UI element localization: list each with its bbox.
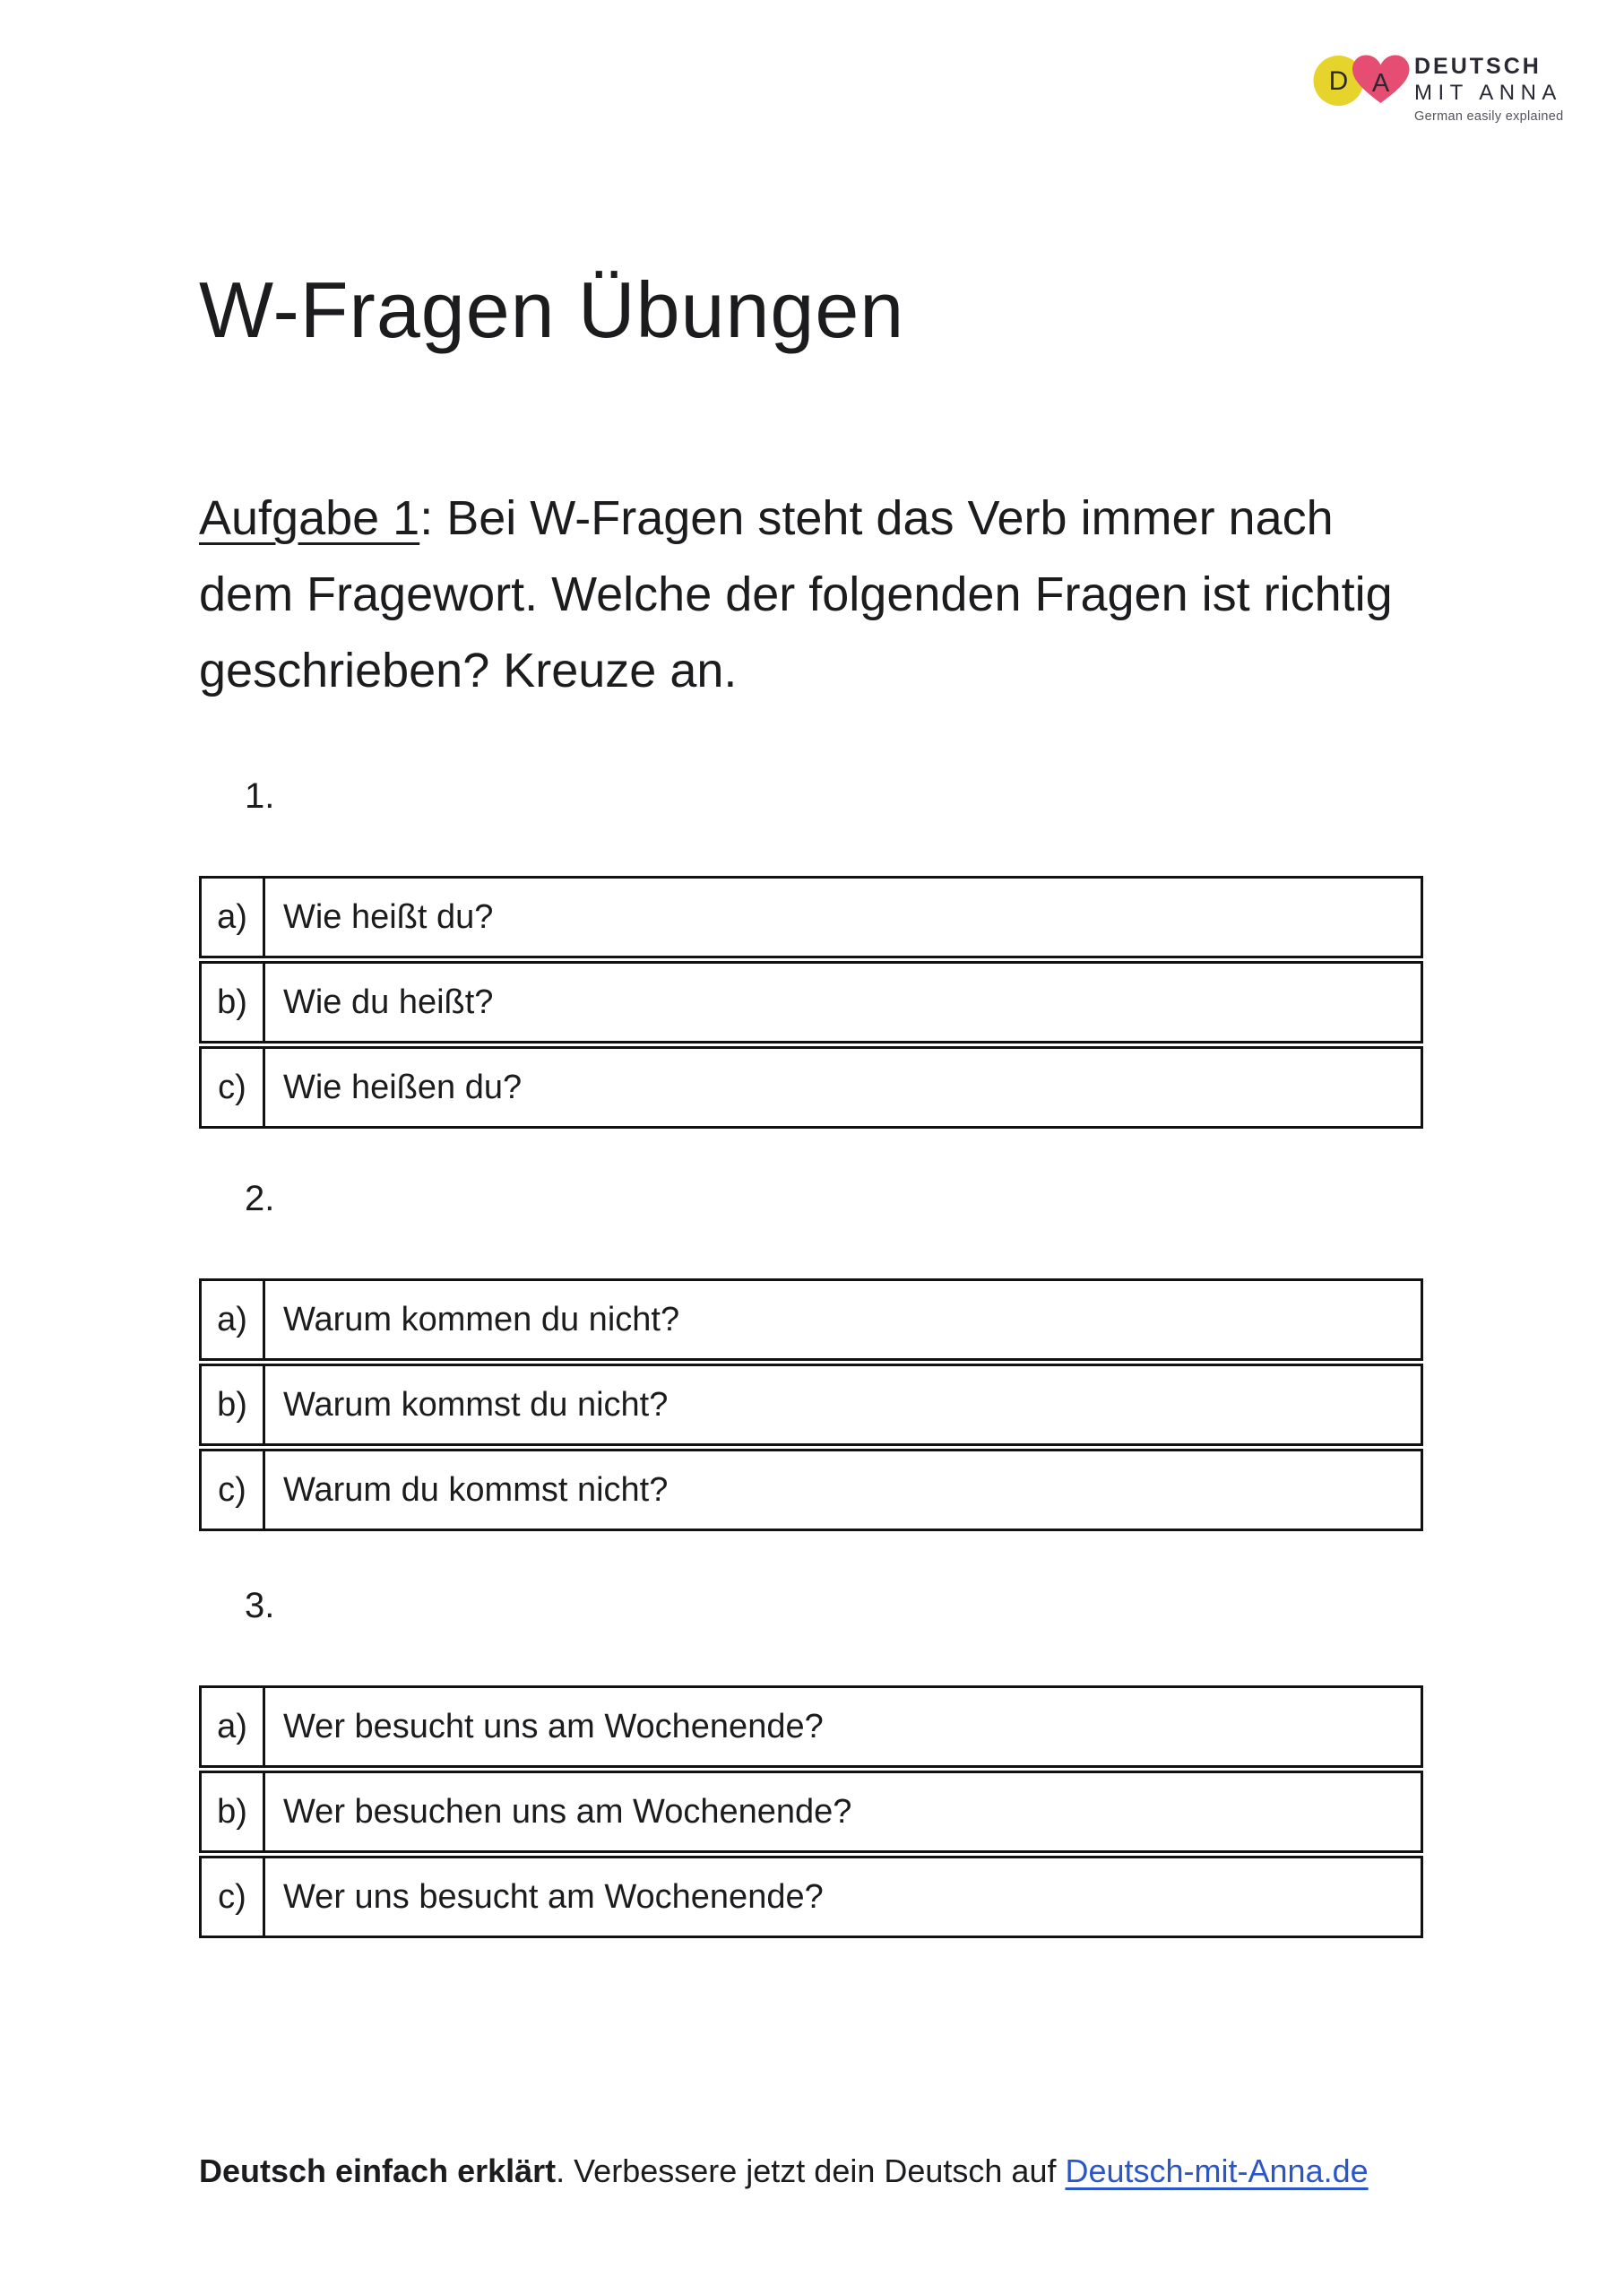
option-row (201, 1855, 1422, 1937)
option-row (201, 1363, 1422, 1448)
option-letter-cell: a) (201, 1687, 264, 1770)
option-row (201, 1280, 1422, 1363)
question-number-2: 2. (245, 1179, 275, 1218)
option-letter-cell: c) (201, 1448, 264, 1530)
footer-link[interactable]: Deutsch-mit-Anna.de (1065, 2152, 1369, 2189)
brand-wordmark (1414, 53, 1564, 126)
option-row (201, 878, 1422, 960)
logo-letter-d: D (1328, 66, 1349, 96)
brand-logo-icon (1313, 54, 1412, 106)
option-letter-cell: b) (201, 1770, 264, 1855)
task-line-2: dem Fragewort. Welche der folgenden Fragen ist richtig (199, 567, 1393, 621)
answer-table-1 (199, 876, 1423, 1129)
task-label: Aufgabe 1 (199, 491, 420, 545)
logo-letter-a: A (1371, 69, 1390, 98)
page-title: W-Fragen Übungen (199, 265, 905, 354)
option-text-cell: Warum kommen du nicht? (264, 1280, 1422, 1363)
brand-tagline: German easily explained (1414, 109, 1564, 124)
footer-bold-text: Deutsch einfach erklärt (199, 2152, 557, 2189)
brand-name-line1: DEUTSCH (1414, 54, 1542, 79)
option-text-cell: Wer besucht uns am Wochenende? (264, 1687, 1422, 1770)
option-text-cell: Wer uns besucht am Wochenende? (264, 1855, 1422, 1937)
option-letter-cell: a) (201, 1280, 264, 1363)
option-row (201, 960, 1422, 1045)
option-text-cell: Wer besuchen uns am Wochenende? (264, 1770, 1422, 1855)
option-row (201, 1045, 1422, 1128)
footer (199, 2150, 1369, 2193)
option-letter-cell: a) (201, 878, 264, 960)
option-row (201, 1770, 1422, 1855)
option-letter-cell: c) (201, 1855, 264, 1937)
footer-middle-text: . Verbessere jetzt dein Deutsch auf (556, 2152, 1066, 2189)
option-text-cell: Warum du kommst nicht? (264, 1448, 1422, 1530)
option-letter-cell: b) (201, 960, 264, 1045)
answer-table-3 (199, 1685, 1423, 1938)
task-line-1-rest: : Bei W-Fragen steht das Verb immer nach (419, 491, 1334, 545)
answer-table-2 (199, 1278, 1423, 1531)
question-number-1: 1. (245, 776, 275, 816)
task-line-3: geschrieben? Kreuze an. (199, 644, 738, 697)
option-row (201, 1687, 1422, 1770)
task-line-1 (199, 481, 1393, 557)
option-text-cell: Wie heißt du? (264, 878, 1422, 960)
option-row (201, 1448, 1422, 1530)
option-text-cell: Warum kommst du nicht? (264, 1363, 1422, 1448)
question-number-3: 3. (245, 1586, 275, 1625)
option-letter-cell: b) (201, 1363, 264, 1448)
option-text-cell: Wie du heißt? (264, 960, 1422, 1045)
option-text-cell: Wie heißen du? (264, 1045, 1422, 1128)
brand-name-line2: MIT ANNA (1414, 81, 1562, 105)
task-instructions (199, 481, 1393, 709)
option-letter-cell: c) (201, 1045, 264, 1128)
